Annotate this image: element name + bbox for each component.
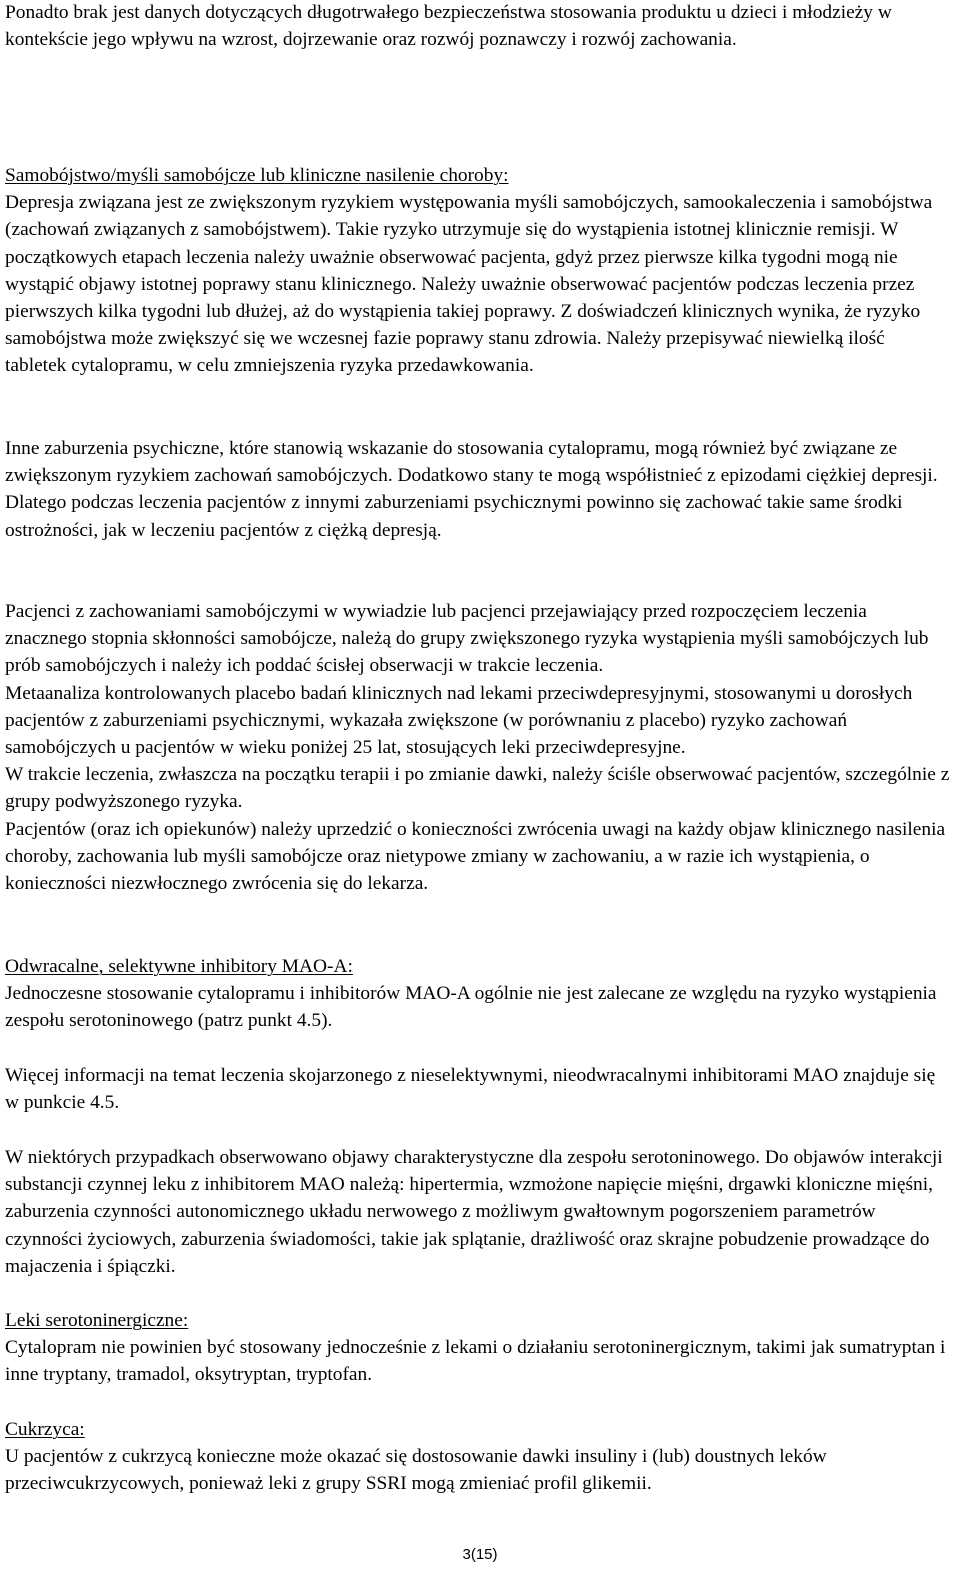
page-number: 3(15) <box>462 1546 498 1563</box>
mao-paragraph-1: Jednoczesne stosowanie cytalopramu i inhibitorów MAO-A ogólnie nie jest zalecane ze względu na ryzyko wystąpienia zespołu serotoninowego (patrz punkt 4.5). <box>5 983 937 1032</box>
mao-section <box>5 953 950 1035</box>
mao-paragraph-2: Więcej informacji na temat leczenia skojarzonego z nieselektywnymi, nieodwracalnymi inhibitorami MAO znajduje się w punkcie 4.5. <box>5 1065 936 1114</box>
serotonergic-section <box>5 1307 950 1389</box>
section-heading-serotonergic: Leki serotoninergiczne: <box>5 1310 189 1331</box>
suicide-section <box>5 162 950 380</box>
suicide-paragraph-1: Depresja związana jest ze zwiększonym ryzykiem występowania myśli samobójczych, samookaleczenia i samobójstwa (zachowań związanych z samobójstwem). Takie ryzyko utrzymuje się do wystąpienia istotnej klinicznie remisji. W początkowych etapach leczenia należy uważnie obserwować pacjenta, gdyż przez pierwsze kilka tygodni mogą nie wystąpić objawy istotnej poprawy stanu klinicznego. Należy uważnie obserwować pacjentów podczas leczenia przez pierwszych kilka tygodni lub dłużej, aż do wystąpienia takiej poprawy. Z doświadczeń klinicznych wynika, że ryzyko samobójstwa może zwiększyć się we wczesnej fazie poprawy stanu zdrowia. Należy przepisywać niewielką ilość tabletek cytalopramu, w celu zmniejszenia ryzyka przedawkowania. <box>5 192 933 377</box>
section-heading-mao: Odwracalne, selektywne inhibitory MAO-A: <box>5 956 353 977</box>
section-heading-diabetes: Cukrzyca: <box>5 1419 85 1440</box>
section-heading-suicide: Samobójstwo/myśli samobójcze lub kliniczne nasilenie choroby: <box>5 165 509 186</box>
suicide-paragraph-3c: W trakcie leczenia, zwłaszcza na początku terapii i po zmianie dawki, należy ściśle obserwować pacjentów, szczególnie z grupy podwyższonego ryzyka. <box>5 764 950 813</box>
diabetes-paragraph-1: U pacjentów z cukrzycą konieczne może okazać się dostosowanie dawki insuliny i (lub) doustnych leków przeciwcukrzycowych, ponieważ leki z grupy SSRI mogą zmieniać profil glikemii. <box>5 1446 827 1495</box>
diabetes-section <box>5 1416 950 1498</box>
suicide-paragraph-3b: Metaanaliza kontrolowanych placebo badań klinicznych nad lekami przeciwdepresyjnymi, stosowanymi u dorosłych pacjentów z zaburzeniami psychicznymi, wykazała zwiększone (w porównaniu z placebo) ryzyko zachowań samobójczych u pacjentów w wieku poniżej 25 lat, stosujących leki przeciwdepresyjne. <box>5 682 913 759</box>
mao-paragraph-3: W niektórych przypadkach obserwowano objawy charakterystyczne dla zespołu serotoninowego. Do objawów interakcji substancji czynnej leku z inhibitorem MAO należą: hipertermia, wzmożone napięcie mięśni, drgawki kloniczne mięśni, zaburzenia czynności autonomicznego układu nerwowego z możliwym gwałtownym pogorszeniem parametrów czynności życiowych, zaburzenia świadomości, takie jak splątanie, drażliwość oraz skrajne pobudzenie prowadzące do majaczenia i śpiączki. <box>5 1147 943 1277</box>
intro-paragraph: Ponadto brak jest danych dotyczących długotrwałego bezpieczeństwa stosowania produktu u dzieci i młodzieży w kontekście jego wpływu na wzrost, dojrzewanie oraz rozwój poznawczy i rozwój zachowania. <box>5 2 892 51</box>
suicide-risk-block <box>5 598 950 897</box>
serotonergic-paragraph-1: Cytalopram nie powinien być stosowany jednocześnie z lekami o działaniu serotoninergicznym, takimi jak sumatryptan i inne tryptany, tramadol, oksytryptan, tryptofan. <box>5 1337 946 1386</box>
suicide-paragraph-3d: Pacjentów (oraz ich opiekunów) należy uprzedzić o konieczności zwrócenia uwagi na każdy objaw klinicznego nasilenia choroby, zachowania lub myśli samobójcze oraz nietypowe zmiany w zachowaniu, a w razie ich wystąpienia, o konieczności niezwłocznego zwrócenia się do lekarza. <box>5 818 946 895</box>
suicide-paragraph-3a: Pacjenci z zachowaniami samobójczymi w wywiadzie lub pacjenci przejawiający przed rozpoczęciem leczenia znacznego stopnia skłonności samobójcze, należą do grupy zwiększonego ryzyka wystąpienia myśli samobójczych lub prób samobójczych i należy ich poddać ścisłej obserwacji w trakcie leczenia. <box>5 601 929 677</box>
suicide-paragraph-2: Inne zaburzenia psychiczne, które stanowią wskazanie do stosowania cytalopramu, mogą również być związane ze zwiększonym ryzykiem zachowań samobójczych. Dodatkowo stany te mogą współistnieć z epizodami ciężkiej depresji. Dlatego podczas leczenia pacjentów z innymi zaburzeniami psychicznymi powinno się zachować takie same środki ostrożności, jak w leczeniu pacjentów z ciężką depresją. <box>5 438 938 541</box>
